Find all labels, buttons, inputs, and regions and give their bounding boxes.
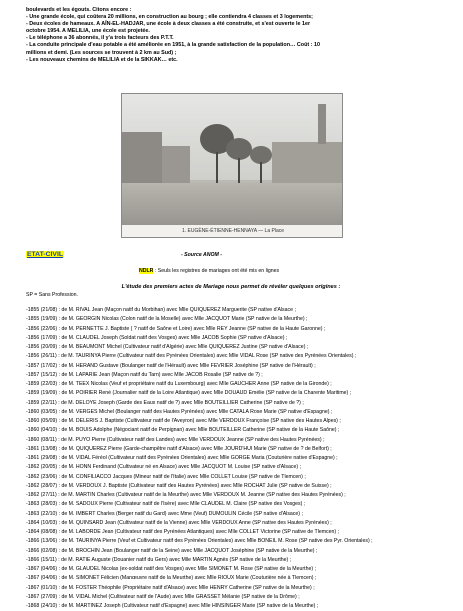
- marriage-record: -1855 (19/09) : de M. GEORGIN Nicolas (Colon natif de la Moselle) avec Mlle JACQUOT Marie (SP native de la Meurthe) ;: [26, 316, 308, 323]
- photo-tree: [226, 138, 252, 160]
- marriage-record: -1856 (22/06) : de M. PERNETTE J. Baptiste ( ? natif de Saône et Loire) avec Mlle REY Jeanne (SP native de la Haute Garonne) ;: [26, 325, 326, 332]
- ndlr-tag: NDLR: [139, 268, 154, 274]
- marriage-record: -1856 (17/09) : de M. CLAUDEL Joseph (Soldat natif des Vosges) avec Mlle JACOB Sophie (SP native d'Alsace) ;: [26, 334, 288, 341]
- marriage-record: -1867 (04/06) : de M. GLAUDEL Nicolas (ex-soldat natif des Vosges) avec Mlle SIMONET M. Rose (SP native de la Meurthe) ;: [26, 566, 316, 572]
- marriage-records-list: [26, 306, 448, 611]
- marriage-record: -1863 (28/03) : de M. SADOUX Pierre (Cultivateur natif de l'Isère) avec Mlle CLAUDEL M. Claire (SP native des Vosges) ;: [26, 501, 306, 508]
- intro-line: boulevards et les égouts. Citons encore :: [26, 7, 132, 13]
- marriage-record: -1857 (15/12) : de M. LAPARIE Jean (Maçon natif du Tarn) avec Mlle JACOB Rosalie (SP native de ?) ;: [26, 371, 263, 378]
- marriage-record: -1868 (24/10) : de M. MARTINEZ Joseph (Cultivateur natif d'Espagne) avec Mlle HINSINGER Marie (SP native de la Meurthe) ;: [26, 603, 319, 609]
- marriage-record: -1861 (29/08) : de M. VIDAL Féréol (Cultivateur natif des Pyrénées Orientales) avec Mlle GORGE Maria (Couturière native d'Espagne) ;: [26, 455, 338, 461]
- marriage-record: -1866 (13/06) : de M. TAURINYA Pierre (Veuf et Cultivateur natif des Pyrénées Orientales) avec Mlle BONEIL M. Rose (SP native des Pyr. Orientales) ;: [26, 538, 373, 545]
- etat-civil-header: [26, 251, 436, 261]
- photo-caption: 1. EUGÈNE-ÉTIENNE-HENNAYA — La Place: [181, 228, 285, 234]
- ndlr-text: : Seuls les registres de mariages ont été mis en lignes: [153, 268, 280, 274]
- photo-tower: [318, 104, 326, 144]
- town-square-photo: [121, 93, 343, 238]
- marriage-record: -1859 (22/11) : de M. DELOYE Joseph (Garde des Eaux natif de ?) avec Mlle BOUTEILLIER Catherine (SP native de ?) ;: [26, 399, 304, 406]
- marriage-record: -1860 (08/11) : de M. PUYO Pierre (Cultivateur natif des Landes) avec Mlle VERDOUX Jeanne (SP native des Hautes Pyrénées) ;: [26, 436, 325, 443]
- study-heading: L'étude des premiers actes de Mariage nous permet de révéler quelques origines :: [121, 284, 341, 290]
- marriage-record: -1856 (26/11) : de M. TAURINYA Pierre (Cultivateur natif des Pyrénées Orientales) avec Mlle VIDAL Rose (SP native des Pyrénées Orientales) ;: [26, 353, 357, 360]
- marriage-record: -1862 (23/06) : de M. CONFILIACCO Jacques (Mineur natif de l'Italie) avec Mlle COLLET Louise (SP native de Tlemcen) ;: [26, 473, 306, 480]
- photo-building-left: [122, 132, 162, 190]
- marriage-record: -1867 (01/10) : de M. FOSTER Théophile (Propriétaire natif d'Alsace) avec Mlle HENRY Catherine (SP native de la Meurthe) ;: [26, 584, 315, 591]
- marriage-record: -1867 (04/06) : de M. SIMONET Félicien (Manœuvre natif de la Meurthe) avec Mlle RIOUX Marie (Couturière née à Tlemcen) ;: [26, 575, 317, 582]
- intro-line: millions et demi. (Les sources se trouvent à 2 km au Sud) ;: [26, 49, 177, 56]
- sp-legend: SP = Sans Profession.: [26, 292, 78, 298]
- marriage-record: -1862 (20/05) : de M. HONN Ferdinand (Cultivateur né en Alsace) avec Mlle JACQUOT M. Louise (SP native d'Alsace) ;: [26, 464, 301, 471]
- intro-line: - Deux écoles de hameaux. A AÏN-EL-HADJAR, une école à deux classes a été construite, et s'est ouverte le 1er: [26, 21, 311, 28]
- marriage-record: -1861 (13/08) : de M. QUIQUEREZ Pierre (Garde-champêtre natif d'Alsace) avec Mlle JOURD'HUI Marie (SP native de ? de Belfort) ;: [26, 445, 332, 452]
- intro-paragraph: [26, 7, 446, 64]
- intro-line: - Le téléphone a 36 abonnés, il y'a trois facteurs des P.T.T.: [26, 35, 174, 42]
- marriage-record: -1859 (19/09) : de M. POIRIER René (Journalier natif de la Loire Atlantique) avec Mlle DOUAUD Emélie (SP native de la Charente Maritime) ;: [26, 390, 352, 397]
- intro-line: - La conduite principale d'eau potable a été améliorée en 1951, à la grande satisfaction de la population… Coût : 10: [26, 42, 320, 49]
- marriage-record: -1866 (02/08) : de M. BROCHIN Jean (Boulanger natif de la Seine) avec Mlle JACQUOT Joséphine (SP native de la Meurthe) ;: [26, 547, 318, 554]
- marriage-record: -1867 (27/09) : de M. VIDAL Michel (Cultivateur natif de l'Aude) avec Mlle GRASSET Mélanie (SP native de la Drôme) ;: [26, 593, 300, 600]
- marriage-record: -1857 (17/02) : de M. HERAND Gustave (Boulanger natif de l'Hérault) avec Mlle FEVRIER Joséphine (SP native de l'Hérault) ;: [26, 362, 316, 369]
- marriage-record: -1862 (27/11) : de M. MARTIN Charles (Cultivateur natif de la Meurthe) avec Mlle VERDOUX M. Jeanne (SP native des Hautes Pyrénées) ;: [26, 492, 346, 498]
- marriage-record: -1862 (28/07) : de M. VERDOUX J. Baptiste (Cultivateur natif des Hautes Pyrénées) avec Mlle ROCHAT Julie (SP native de Suisse) ;: [26, 482, 332, 489]
- intro-line: - Une grande école, qui coûtera 20 millions, en construction au bourg ; elle contiendra 4 classes et 3 logements;: [26, 14, 313, 21]
- intro-line: - Les nouveaux chemins de MELILIA et de la SIKKAK… etc.: [26, 56, 178, 63]
- marriage-record: -1860 (05/09) : de M. DELERIS J. Baptiste (Cultivateur natif de l'Aveyron) avec Mlle VERDOUX Françoise (SP native des Hautes Alpes) ;: [26, 418, 341, 424]
- editor-note: [139, 268, 279, 274]
- marriage-record: -1855 (21/08) : de M. RIVAL Jean (Maçon natif du Morbihan) avec Mlle QUIQUEREZ Marguerite (SP native d'Alsace ;: [26, 307, 296, 313]
- marriage-record: -1856 (20/09) : de M. BEAUMONT Michel (Cultivateur natif d'Algérie) avec Mlle QUIQUEREZ Justine (SP native d'Alsace) ;: [26, 344, 309, 350]
- source-note: - Source ANOM -: [181, 252, 223, 258]
- marriage-record: -1859 (22/03) : de M. TEEX Nicolas (Veuf et propriétaire natif du Luxembourg) avec Mlle GAUCHER Anne (SP native de la Gironde) ;: [26, 381, 332, 387]
- marriage-record: -1863 (22/10) : de M. IMBERT Charles (Berger natif du Gard) avec Mme (Veuf) DUMOULIN Cécile (SP native d'Alsace) ;: [26, 510, 303, 517]
- marriage-record: -1864 (10/03) : de M. QUINSARD Jean (Cultivateur natif de la Vienne) avec Mlle VERDOUX Anne (SP native des Hautes Pyrénées) ;: [26, 519, 332, 526]
- marriage-record: -1864 (08/08) : de M. LABORDE Jean (Cultivateur natif des Pyrénées Atlantiques) avec Mlle COLLET Victorine (SP native de Tlemcen) ;: [26, 529, 340, 535]
- intro-line: octobre 1954. A MELILIA, une école est projetée.: [26, 28, 150, 35]
- marriage-record: -1866 (15/11) : de M. RATIE Auguste (Douanier natif du Gers) avec Mlle MARTIN Agnès (SP native de la Meurthe) ;: [26, 556, 292, 563]
- marriage-record: -1860 (04/10) : de M. BOUIS Adolphe (Négociant natif de Perpignan) avec Mlle BOUTEILLER Catherine (SP native de la Haute Saône) ;: [26, 427, 340, 434]
- section-title: ETAT-CIVIL: [27, 251, 63, 258]
- marriage-record: -1860 (03/05) : de M. VERGES Michel (Boulanger natif des Hautes Pyrénées) avec Mlle CATALA Rose Marie (SP native d'Espagne) ;: [26, 408, 333, 415]
